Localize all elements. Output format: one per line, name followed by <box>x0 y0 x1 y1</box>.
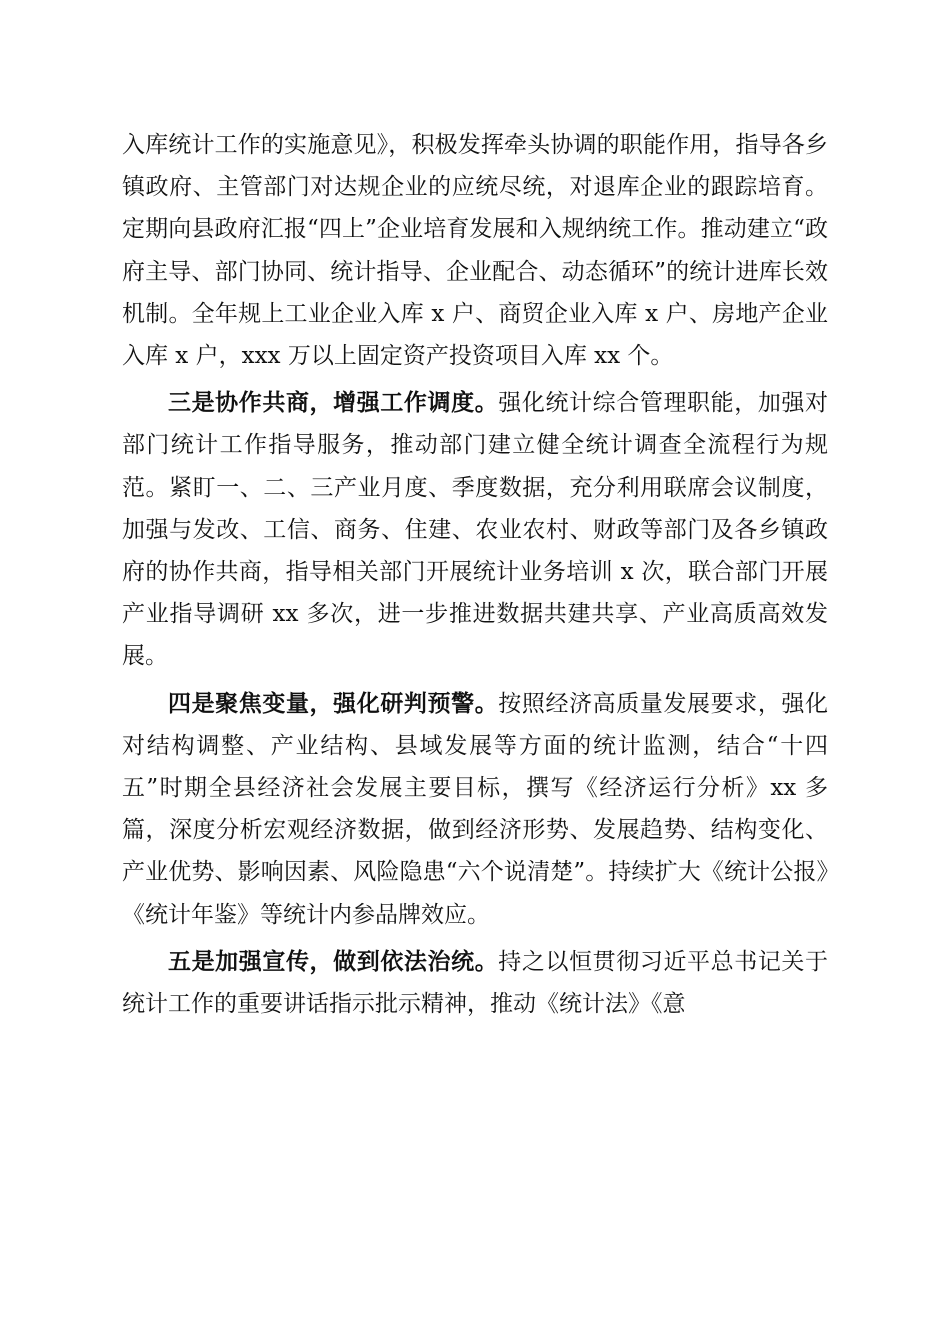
paragraph-2-lead: 三是协作共商，增强工作调度。 <box>168 389 499 417</box>
paragraph-3-lead: 四是聚焦变量，强化研判预警。 <box>168 689 499 717</box>
paragraph-2 <box>122 382 828 677</box>
paragraph-4-body: 持之以恒贯彻习近平总书记关于统计工作的重要讲话指示批示精神，推动《统计法》《意 <box>122 948 829 1018</box>
paragraph-1-body: 入库统计工作的实施意见》，积极发挥牵头协调的职能作用，指导各乡镇政府、主管部门对达规企业的应统尽统，对退库企业的跟踪培育。定期向县政府汇报“四上”企业培育发展和入规纳统工作。推动建立“政府主导、部门协同、统计指导、企业配合、动态循环”的统计进库长效机制。全年规上工业企业入库 x 户、商贸企业入库 x 户、房地产企业入库 x 户，xxx 万以上固定资产投资项目入库 xx 个。 <box>122 132 828 370</box>
paragraph-3-body: 按照经济高质量发展要求，强化对结构调整、产业结构、县域发展等方面的统计监测，结合“十四五”时期全县经济社会发展主要目标，撰写《经济运行分析》xx 多篇，深度分析宏观经济数据，做到经济形势、发展趋势、结构变化、产业优势、影响因素、风险隐患“六个说清楚”。持续扩大《统计公报》《统计年鉴》等统计内参品牌效应。 <box>122 690 829 928</box>
paragraph-3 <box>122 683 828 936</box>
paragraph-1 <box>122 124 828 377</box>
document-page <box>122 124 828 1025</box>
paragraph-2-body: 强化统计综合管理职能，加强对部门统计工作指导服务，推动部门建立健全统计调查全流程行为规范。紧盯一、二、三产业月度、季度数据，充分利用联席会议制度，加强与发改、工信、商务、住建、农业农村、财政等部门及各乡镇政府的协作共商，指导相关部门开展统计业务培训 x 次，联合部门开展产业指导调研 xx 多次，进一步推进数据共建共享、产业高质高效发展。 <box>122 390 829 670</box>
paragraph-4 <box>122 941 828 1025</box>
paragraph-4-lead: 五是加强宣传，做到依法治统。 <box>168 947 499 975</box>
